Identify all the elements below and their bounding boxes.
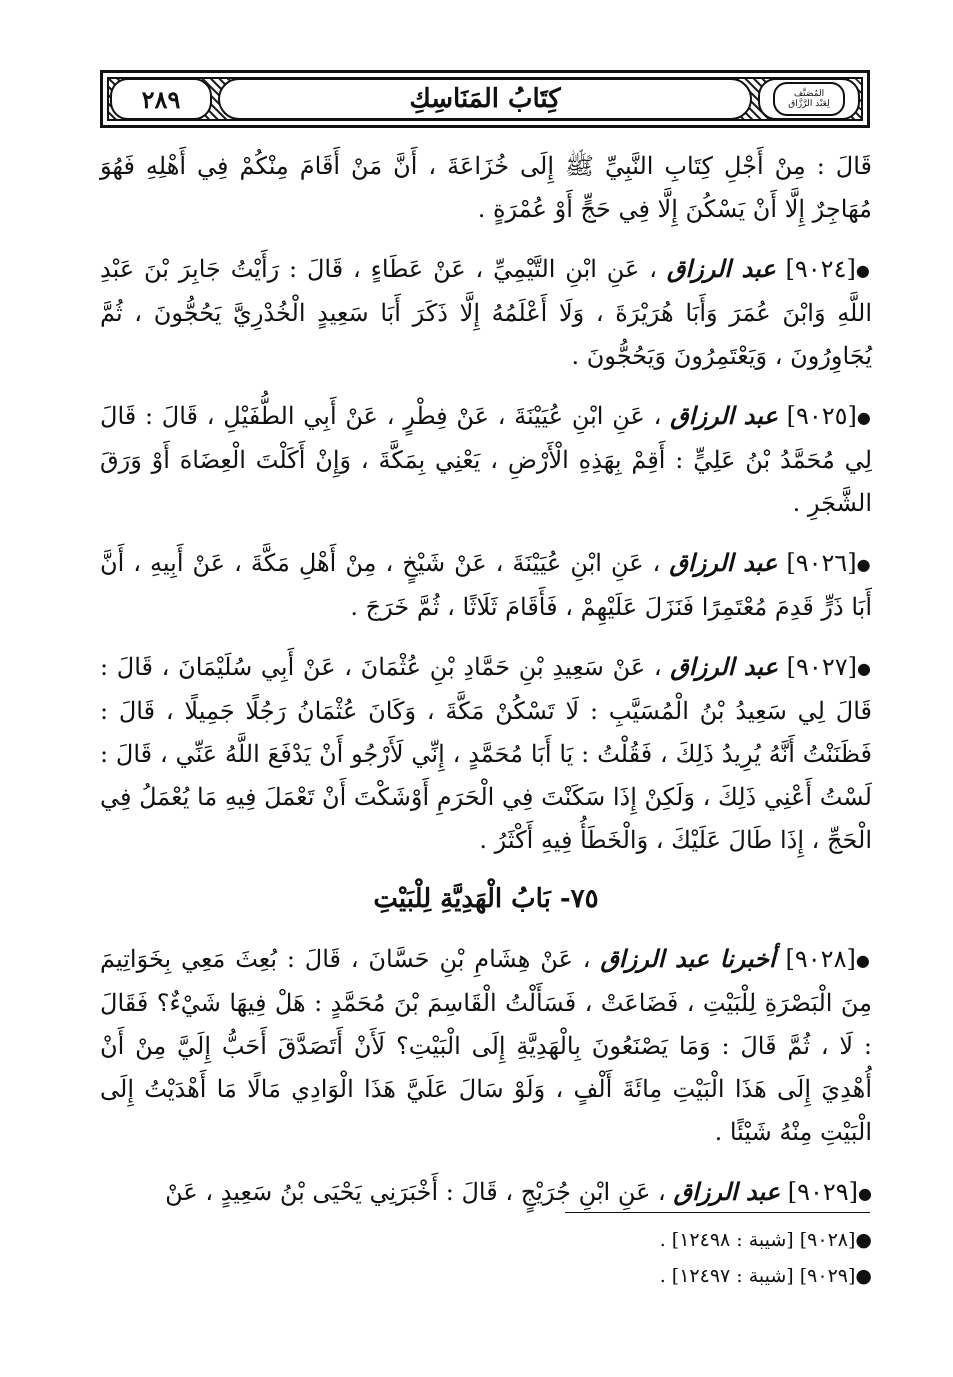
hadith-9025 [100,394,872,525]
hadith-number: [٩٠٢٧] [786,653,857,681]
footnote-text: [٩٠٢٨] [شيبة : ١٢٤٩٨] . [659,1229,856,1251]
footnotes [560,1222,872,1294]
page-number-cartouche [110,78,212,120]
paragraph-text: قَالَ : مِنْ أَجْلِ كِتَابِ النَّبِيِّ ﷺ إِلَى خُزَاعَةَ ، أَنَّ مَنْ أَقَامَ مِنْكُمْ فِي أَهْلِهِ فَهُوَ مُهَاجِرٌ إِلَّا أَنْ يَسْكُنَ إِلَّا فِي حَجٍّ أَوْ عُمْرَةٍ . [100,152,872,223]
chapter-heading: ٧٥- بَابُ الْهَدِيَّةِ لِلْبَيْتِ [373,884,599,914]
hadith-source: أخبرنا عبد الرزاق [600,944,776,973]
main-text [100,145,872,1231]
bullet-icon: ● [856,408,873,427]
hadith-source: عبد الرزاق [669,548,778,577]
hadith-number: [٩٠٢٦] [786,549,857,577]
footnote-text: [٩٠٢٩] [شيبة : ١٢٤٩٧] . [659,1265,856,1287]
hadith-text: ، عَنِ ابْنِ التَّيْمِيِّ ، عَنْ عَطَاءٍ ، قَالَ : رَأَيْتُ جَابِرَ بْنَ عَبْدِ اللَّهِ وَابْنَ عُمَرَ وَأَبَا هُرَيْرَةَ ، وَلَا أَعْلَمُهُ إِلَّا ذَكَرَ أَبَا سَعِيدٍ الْخُدْرِيَّ يَحُجُّونَ ، ثُمَّ يُجَاوِرُونَ ، وَيَعْتَمِرُونَ وَيَحُجُّونَ . [100,255,872,370]
bullet-icon: ● [855,1229,872,1251]
footnote-divider [565,1212,870,1213]
logo-line-1: المُصَنَّف [793,89,825,99]
hadith-text: ، عَنِ ابْنِ جُرَيْجٍ ، قَالَ : أَخْبَرَنِي يَحْيَى بْنُ سَعِيدٍ ، عَنْ [165,1178,666,1206]
hadith-text: ، عَنْ هِشَامِ بْنِ حَسَّانَ ، قَالَ : بُعِثَ مَعِي بِخَوَاتِيمَ مِنَ الْبَصْرَةِ لِلْبَيْتِ ، فَضَاعَتْ ، فَسَأَلْتُ الْقَاسِمَ بْنَ مُحَمَّدٍ : هَلْ فِيهَا شَيْءٌ؟ فَقَالَ : لَا ، ثُمَّ قَالَ : وَمَا يَصْنَعُونَ بِالْهَدِيَّةِ إِلَى الْبَيْتِ؟ لَأَنْ أَتَصَدَّقَ أَحَبُّ إِلَيَّ مِنْ أَنْ أُهْدِيَ إِلَى هَذَا الْبَيْتِ مِائَةَ أَلْفٍ ، وَلَوْ سَالَ عَلَيَّ هَذَا الْوَادِي مَالًا مَا أَهْدَيْتُ إِلَى الْبَيْتِ مِنْهُ شَيْئًا . [100,945,872,1146]
page-number: ٢٨٩ [141,84,181,114]
bullet-icon: ● [855,261,873,280]
hadith-text: ، عَنِ ابْنِ عُيَيْنَةَ ، عَنْ شَيْخٍ ، مِنْ أَهْلِ مَكَّةَ ، عَنْ أَبِيهِ ، أَنَّ أَبَا ذَرٍّ قَدِمَ مُعْتَمِرًا فَنَزَلَ عَلَيْهِمْ ، فَأَقَامَ ثَلَاثًا ، ثُمَّ خَرَجَ . [100,549,872,621]
bullet-icon: ● [858,1184,872,1203]
hadith-text: ، عَنْ سَعِيدِ بْنِ حَمَّادِ بْنِ عُثْمَانَ ، عَنْ أَبِي سُلَيْمَانَ ، قَالَ : قَالَ لِي سَعِيدُ بْنُ الْمُسَيَّبِ : لَا تَسْكُنْ مَكَّةَ ، وَكَانَ عُثْمَانُ رَجُلًا جَمِيلًا ، قَالَ : فَظَنَنْتُ أَنَّهُ يُرِيدُ ذَلِكَ ، فَقُلْتُ : يَا أَبَا مُحَمَّدٍ ، إِنِّي لَأَرْجُو أَنْ يَدْفَعَ اللَّهُ عَنِّي ، قَالَ : لَسْتُ أَعْنِي ذَلِكَ ، وَلَكِنْ إِذَا سَكَنْتَ فِي الْحَرَمِ أَوْشَكْتَ أَنْ تَعْمَلَ فِيهِ مَا يُعْمَلُ فِي الْحَجِّ ، إِذَا طَالَ عَلَيْكَ ، وَالْخَطَأُ فِيهِ أَكْثَرُ . [100,653,872,854]
continued-paragraph [100,145,872,231]
footnote-item [560,1258,872,1294]
bullet-icon: ● [856,659,872,678]
hadith-9026 [100,541,872,629]
hadith-number: [٩٠٢٨] [785,945,856,973]
hadith-9024 [100,247,872,378]
bullet-icon: ● [855,1265,872,1287]
hadith-9028 [100,937,872,1154]
book-logo [773,82,845,116]
bullet-icon: ● [855,951,872,970]
hadith-number: [٩٠٢٩] [787,1178,859,1206]
hadith-source: عبد الرزاق [670,401,778,430]
bullet-icon: ● [856,555,872,574]
hadith-source: عبد الرزاق [666,254,776,283]
logo-line-2: لِعَبْد الرَّزَّاق [788,99,830,109]
hadith-source: عبد الرزاق [673,1177,781,1206]
running-title: كِتَابُ المَنَاسِكِ [409,84,561,114]
hadith-number: [٩٠٢٥] [786,402,857,430]
hadith-text: ، عَنِ ابْنِ عُيَيْنَةَ ، عَنْ فِطْرٍ ، عَنْ أَبِي الطُّفَيْلِ ، قَالَ : قَالَ لِي مُحَمَّدُ بْنُ عَلِيٍّ : أَقِمْ بِهَذِهِ الْأَرْضِ ، يَعْنِي بِمَكَّةَ ، وَإِنْ أَكَلْتَ الْعِضَاهَ أَوْ وَرَقَ الشَّجَرِ . [100,402,872,517]
footnote-item [560,1222,872,1258]
hadith-9027 [100,645,872,862]
page-header [100,70,870,128]
hadith-9029 [100,1170,872,1215]
hadith-number: [٩٠٢٤] [785,255,856,283]
logo-cartouche [758,78,860,120]
hadith-source: عبد الرزاق [670,652,778,681]
title-cartouche [218,78,752,120]
